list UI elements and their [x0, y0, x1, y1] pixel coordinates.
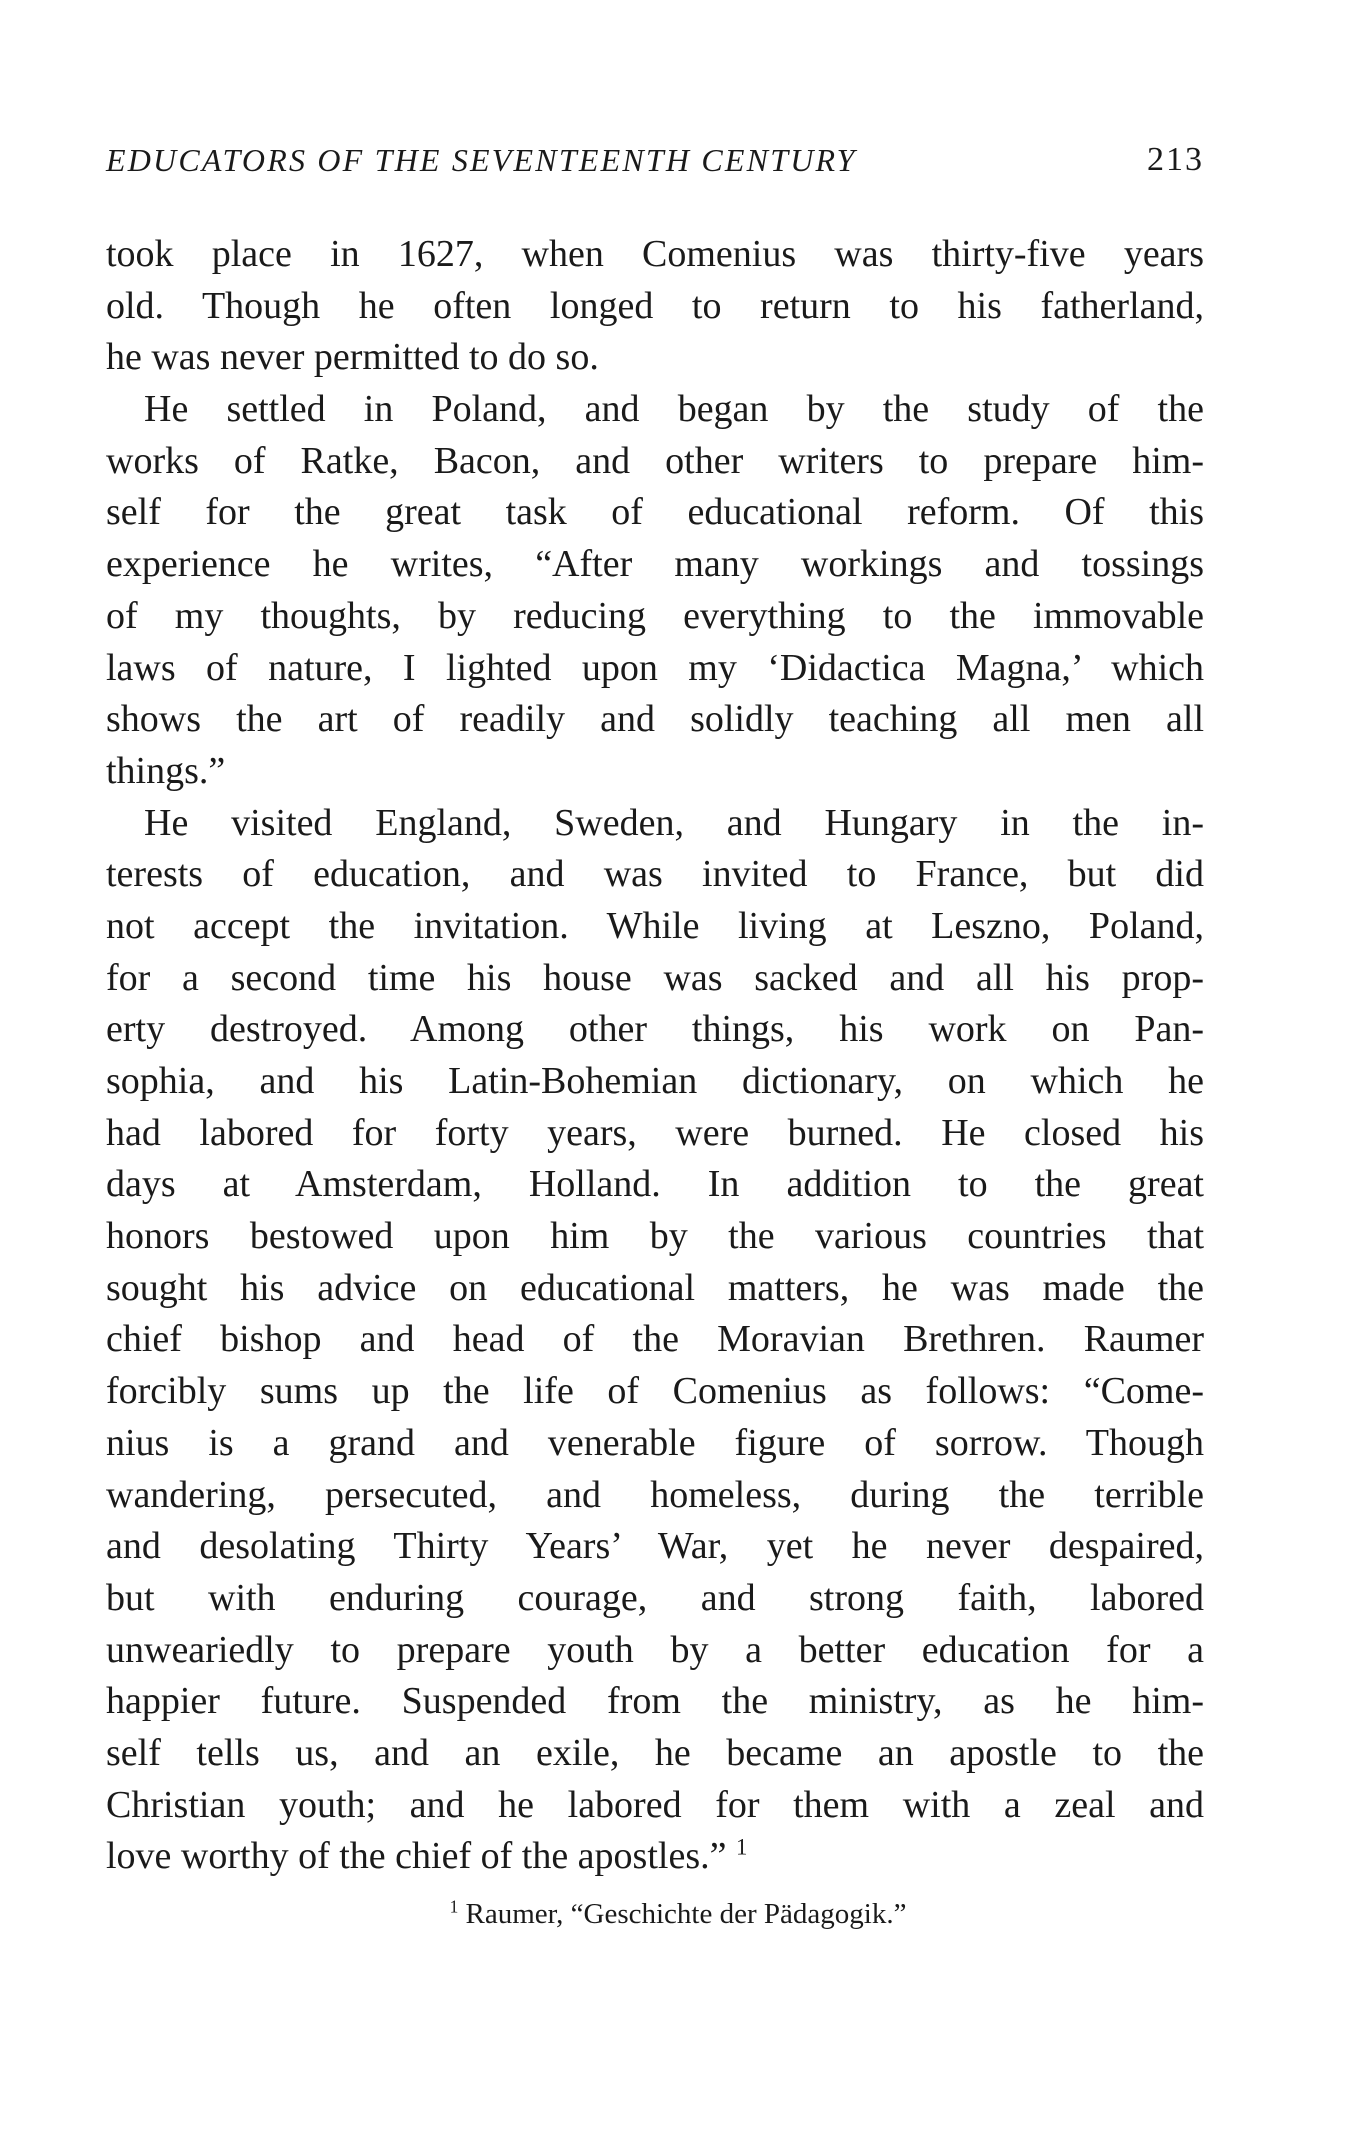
text-line: unweariedly to prepare youth by a better education for a: [106, 1628, 1204, 1671]
text-line: chief bishop and head of the Moravian Brethren. Raumer: [106, 1318, 1204, 1361]
text-line: old. Though he often longed to return to his fatherland,: [106, 284, 1204, 327]
text-line: honors bestowed upon him by the various countries that: [106, 1215, 1204, 1258]
footnote-text: Raumer, “Geschichte der Pädagogik.”: [465, 1898, 907, 1930]
text-line: self for the great task of educational reform. Of this: [106, 491, 1204, 534]
text-line: sought his advice on educational matters, he was made the: [106, 1266, 1204, 1309]
page-number: 213: [1147, 141, 1204, 178]
text-line: He settled in Poland, and began by the study of the: [106, 388, 1204, 431]
text-line: things.”: [106, 749, 226, 792]
text-line: days at Amsterdam, Holland. In addition to the great: [106, 1163, 1204, 1206]
footnote-marker: 1: [449, 1896, 459, 1917]
text-line: happier future. Suspended from the ministry, as he him-: [106, 1680, 1204, 1723]
running-header: [106, 136, 1204, 184]
text-line: for a second time his house was sacked and all his prop-: [106, 956, 1204, 999]
text-line: took place in 1627, when Comenius was thirty-five years: [106, 233, 1204, 275]
text-line: terests of education, and was invited to France, but did: [106, 853, 1204, 896]
text-line: He visited England, Sweden, and Hungary in the in-: [106, 801, 1204, 844]
footnote: [0, 1898, 1356, 1931]
text-line: forcibly sums up the life of Comenius as follows: “Come-: [106, 1370, 1204, 1413]
text-line: but with enduring courage, and strong faith, labored: [106, 1576, 1204, 1619]
text-line: self tells us, and an exile, he became an apostle to the: [106, 1731, 1204, 1774]
text-line: erty destroyed. Among other things, his work on Pan-: [106, 1008, 1204, 1051]
text-line: laws of nature, I lighted upon my ‘Didactica Magna,’ which: [106, 646, 1204, 689]
text-line: not accept the invitation. While living at Leszno, Poland,: [106, 904, 1204, 947]
text-line: works of Ratke, Bacon, and other writers to prepare him-: [106, 439, 1204, 482]
text-line: wandering, persecuted, and homeless, during the terrible: [106, 1473, 1204, 1516]
text-line: of my thoughts, by reducing everything to the immovable: [106, 594, 1204, 637]
text-line-content: love worthy of the chief of the apostles.”: [106, 1835, 727, 1878]
text-line: [106, 1831, 1204, 1883]
text-line: and desolating Thirty Years’ War, yet he never despaired,: [106, 1525, 1204, 1568]
running-title: EDUCATORS OF THE SEVENTEENTH CENTURY: [106, 141, 857, 178]
text-line: shows the art of readily and solidly teaching all men all: [106, 698, 1204, 741]
body-text: [106, 229, 1204, 1883]
text-line: Christian youth; and he labored for them with a zeal and: [106, 1783, 1204, 1826]
text-line: nius is a grand and venerable figure of sorrow. Though: [106, 1421, 1204, 1464]
text-line: sophia, and his Latin-Bohemian dictionary, on which he: [106, 1060, 1204, 1102]
text-line: had labored for forty years, were burned. He closed his: [106, 1111, 1204, 1154]
text-line: he was never permitted to do so.: [106, 336, 599, 379]
text-line: experience he writes, “After many workings and tossings: [106, 543, 1204, 586]
footnote-reference: 1: [735, 1834, 748, 1860]
